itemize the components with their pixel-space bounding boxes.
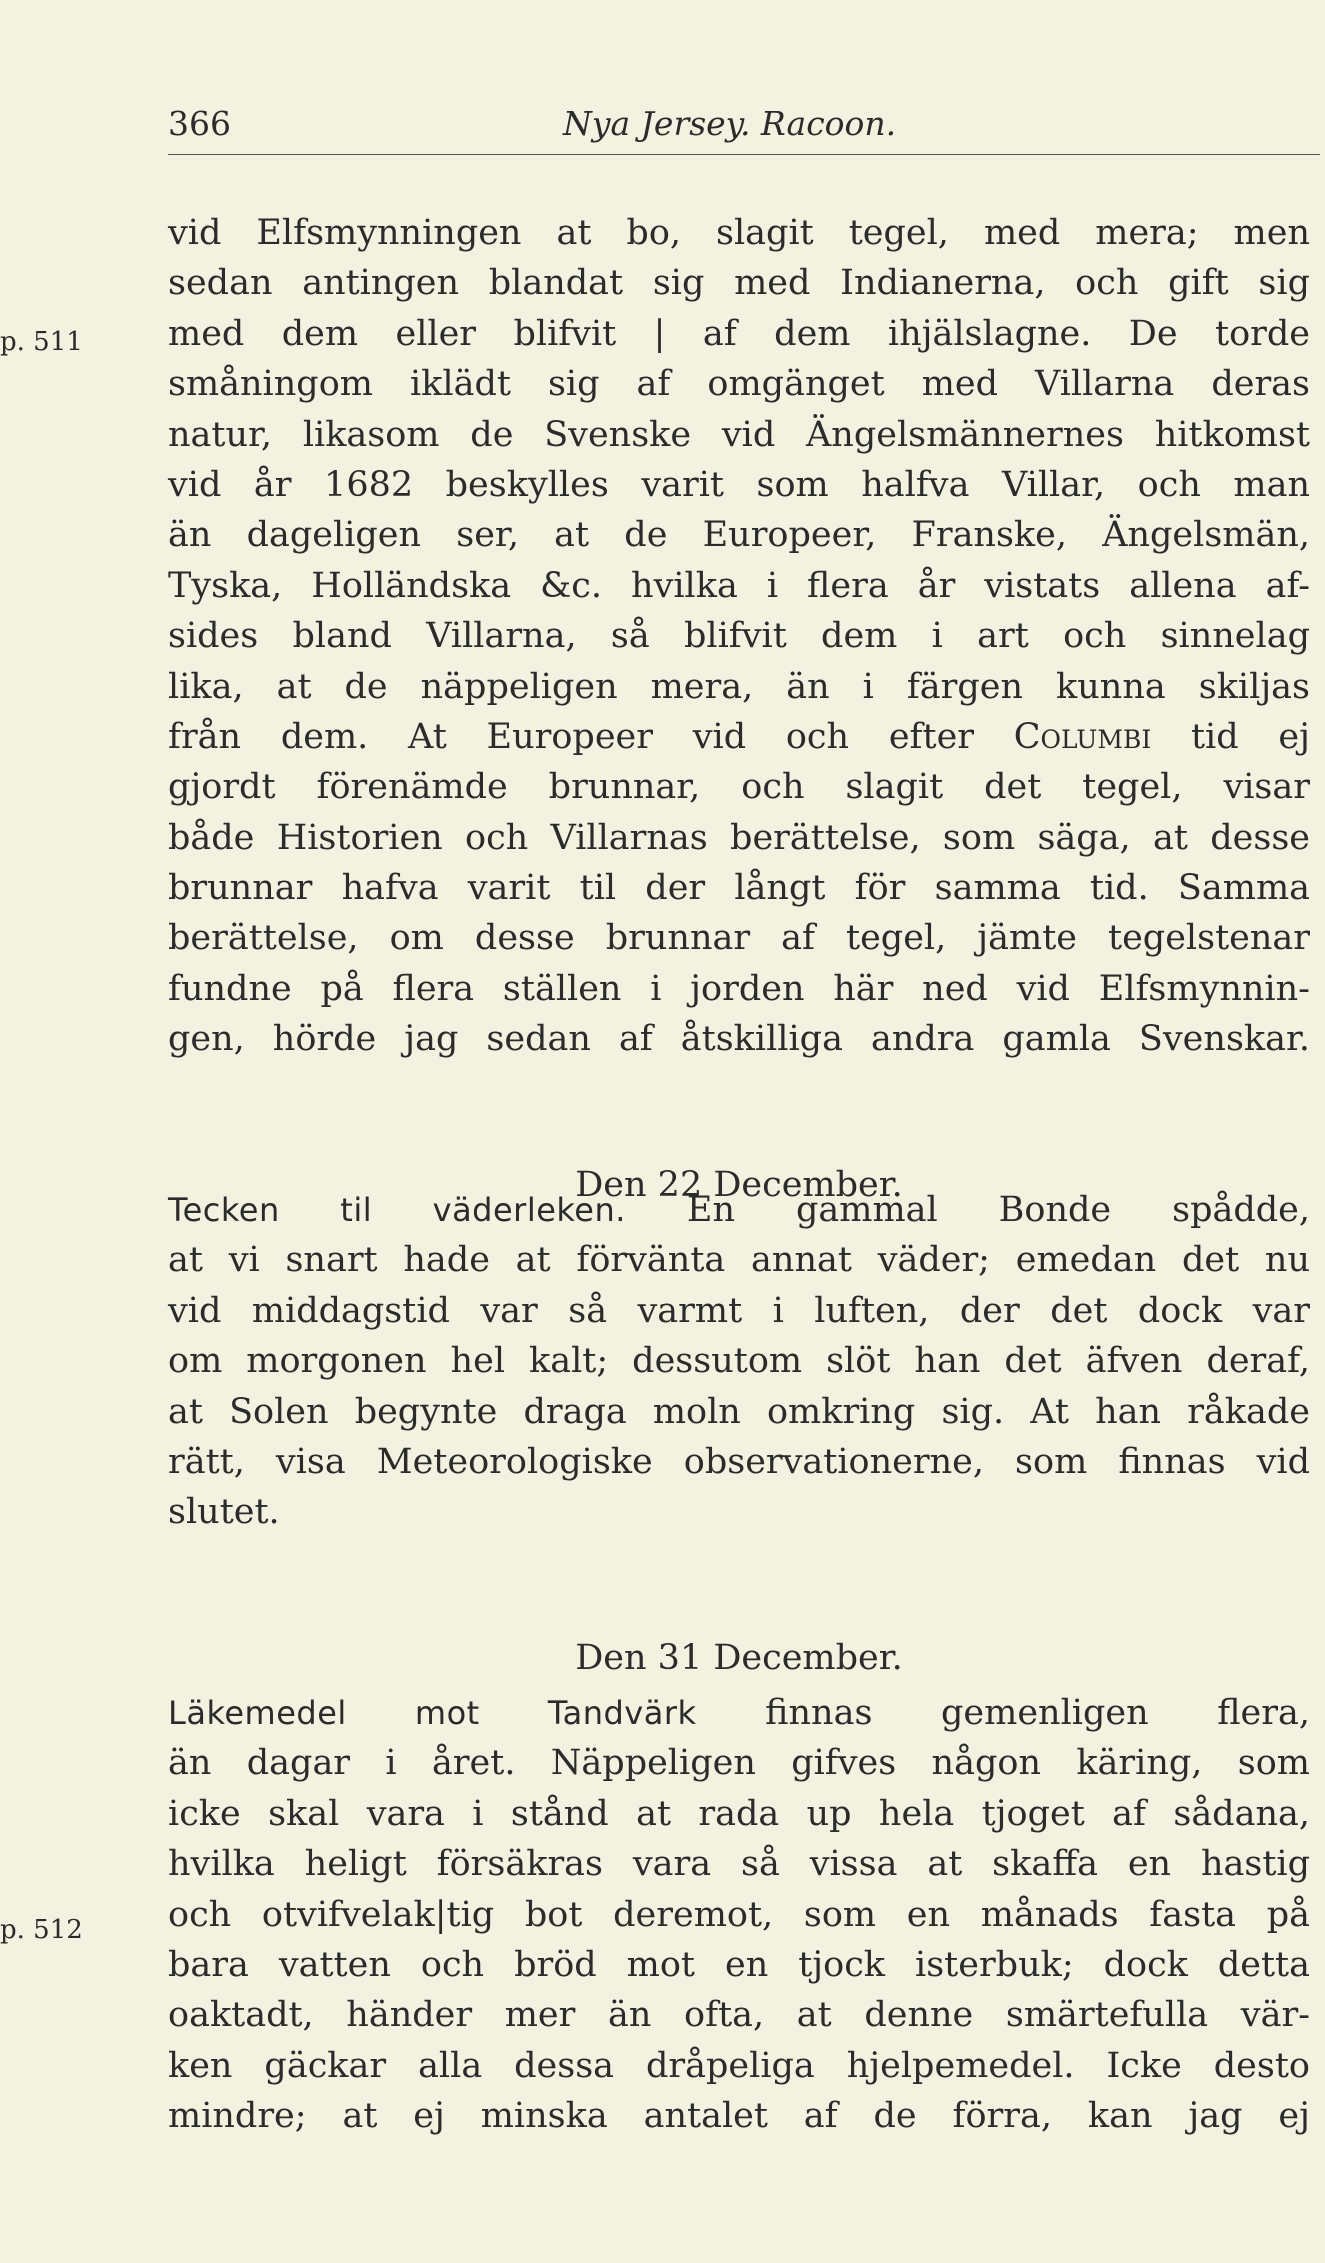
text-line: Tyska, Holländska &c. hvilka i flera år vistats allena af- [168, 565, 1310, 606]
text-line: sedan antingen blandat sig med Indianerna, och gift sig [168, 263, 1310, 304]
text-line: vid år 1682 beskylles varit som halfva Villar, och man [168, 464, 1310, 505]
text-fragment: En gammal Bonde spådde, [686, 1190, 1310, 1230]
text-line: berättelse, om desse brunnar af tegel, jämte tegelstenar [168, 918, 1310, 959]
text-line: bara vatten och bröd mot en tjock isterbuk; dock detta [168, 1944, 1310, 1985]
header-rule [168, 154, 1320, 155]
date-heading: Den 31 December. [575, 1638, 903, 1678]
paragraph-2 [168, 1185, 1310, 1538]
text-line: natur, likasom de Svenske vid Ängelsmännernes hitkomst [168, 414, 1310, 455]
running-title: Nya Jersey. Racoon. [563, 104, 897, 143]
margin-note: p. 512 [0, 1915, 83, 1945]
text-line: rätt, visa Meteorologiske observationerne, som finnas vid [168, 1441, 1310, 1482]
text-line: at Solen begynte draga moln omkring sig. At han råkade [168, 1391, 1310, 1432]
text-line: än dagar i året. Näppeligen gifves någon käring, som [168, 1743, 1310, 1784]
text-line: både Historien och Villarnas berättelse, som säga, at desse [168, 817, 1310, 858]
text-line: än dageligen ser, at de Europeer, Franske, Ängelsmän, [168, 515, 1310, 556]
text-line: med dem eller blifvit | af dem ihjälslagne. De torde [168, 313, 1310, 354]
text-line: fundne på flera ställen i jorden här ned vid Elfsmynnin- [168, 968, 1310, 1009]
topic-heading: Tecken til väderleken. [168, 1191, 626, 1229]
text-fragment: från dem. At Europeer vid och efter [168, 716, 975, 757]
page-number: 366 [168, 104, 231, 143]
date-heading: Den 22 December. [575, 1165, 903, 1205]
paragraph-3 [168, 1688, 1310, 2142]
text-line: gen, hörde jag sedan af åtskilliga andra gamla Svenskar. [168, 1019, 1310, 1060]
text-line: slutet. [168, 1492, 280, 1533]
text-line: ken gäckar alla dessa dråpeliga hjelpemedel. Icke desto [168, 2045, 1310, 2086]
topic-heading: Läkemedel mot Tandvärk [168, 1694, 697, 1732]
text-line: småningom iklädt sig af omgänget med Villarna deras [168, 364, 1310, 405]
text-line: vid middagstid var så varmt i luften, der det dock var [168, 1290, 1310, 1331]
text-line: lika, at de näppeligen mera, än i färgen kunna skiljas [168, 666, 1310, 707]
text-fragment: finnas gemenligen flera, [765, 1693, 1310, 1733]
text-line: vid Elfsmynningen at bo, slagit tegel, med mera; men [168, 213, 1310, 253]
text-line: om morgonen hel kalt; dessutom slöt han det äfven deraf, [168, 1341, 1310, 1382]
text-line [168, 1185, 1310, 1235]
text-line: oaktadt, händer mer än ofta, at denne smärtefulla vär- [168, 1995, 1310, 2036]
text-line: sides bland Villarna, så blifvit dem i art och sinnelag [168, 616, 1310, 657]
text-line: brunnar hafva varit til der långt för samma tid. Samma [168, 868, 1310, 909]
small-caps-name: Columbi [1013, 716, 1152, 757]
text-line: och otvifvelak|tig bot deremot, som en månads fasta på [168, 1894, 1310, 1935]
paragraph-1 [168, 208, 1310, 1065]
running-header [168, 104, 1320, 150]
text-line: hvilka heligt försäkras vara så vissa at skaffa en hastig [168, 1844, 1310, 1885]
text-fragment: tid ej [1190, 716, 1310, 757]
text-line: at vi snart hade at förvänta annat väder; emedan det nu [168, 1240, 1310, 1281]
text-line: gjordt förenämde brunnar, och slagit det tegel, visar [168, 767, 1310, 808]
text-line [168, 712, 1310, 762]
margin-note: p. 511 [0, 327, 83, 357]
text-line [168, 1688, 1310, 1738]
text-line: mindre; at ej minska antalet af de förra, kan jag ej [168, 2096, 1310, 2137]
text-line: icke skal vara i stånd at rada up hela tjoget af sådana, [168, 1793, 1310, 1834]
